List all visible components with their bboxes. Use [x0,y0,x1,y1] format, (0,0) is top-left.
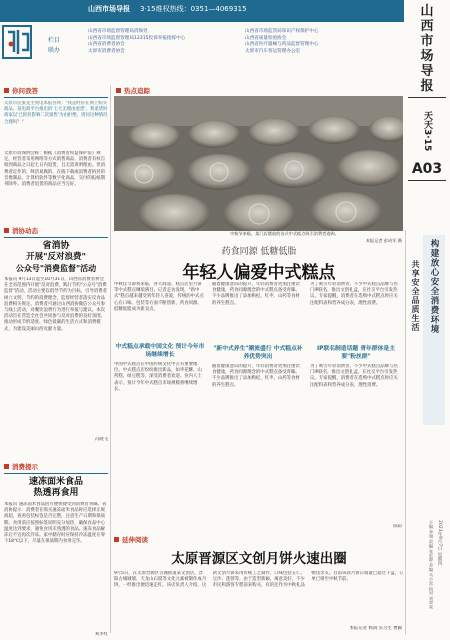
tips-section [4,462,108,638]
masthead-title-char: 市 [420,34,434,49]
date-footer: 2023年9月7日 星期四 [437,520,442,566]
main-body-col2b: 随着健康意识的提升，年轻消费者更加注重饮食健康，药食同源理念的中式糕点备受青睐。不少品牌推出了添加枸杞、红枣、山药等食材的养生糕点。 [212,364,300,388]
masthead-title-char: 山 [420,4,434,19]
sponsor-item: 山西省市场监督管理局消保处 [88,29,148,34]
tip-headline-line1: 速冻面米食品 [28,477,83,487]
sponsor-item: 太原市消费者协会 [88,48,125,54]
main-col-1 [114,282,206,540]
main-body-col2a: 随着健康意识的提升，年轻消费者更加注重饮食健康，药食同源理念的中式糕点备受青睐。不少品牌推出了添加枸杞、红枣、山药等食材的养生糕点。 [212,282,300,306]
bottom-author: 本报记者 杨润 实习生 曹颖 [349,626,402,631]
bottom-headline: 太原晋源区文创月饼火速出圈 [171,551,347,567]
main-headline: 年轻人偏爱中式糕点 [182,263,336,283]
paper-name: 山西市场导报 [88,5,130,13]
tagline-box [423,235,445,425]
editor-footer: 主编 李旭 责编 张宏源 美编 马小雷 校对 刘荣荣 [429,520,434,609]
masthead-title-char: 场 [420,49,434,64]
section-label: 延伸阅读 [114,535,404,544]
section-label: 消协动态 [4,226,108,235]
main-author: 陈彩 [393,524,402,529]
dynamics-section [4,226,108,443]
main-body-col3b: 为了吸引年轻消费者，不少中式糕点品牌与热门IP联名，推出文创礼盒，在社交平台引发热议。专家提醒，消费者在选购中式糕点时应关注配料表和营养成分表，理性消费。 [310,364,398,388]
main-subhead-3: IP联名制造话题 青年群体是主要"粉丝群" [317,346,395,360]
masthead [406,4,448,184]
main-col-3 [310,282,402,530]
masthead-title-char: 导 [420,64,434,79]
tiantian-label: 天天3·15 [422,110,432,152]
sponsor-item: 山西省质量检验协会 [245,35,287,41]
mooncake-photo [114,96,403,231]
main-kicker: 药食同源 低糖低脂 [221,247,297,257]
section-label: 热点追踪 [116,86,236,95]
tip-story-author: 刘李红 [94,632,108,637]
sponsor-item: 山西省医疗器械与药品监督管理中心 [245,42,319,47]
tagline: 构建放心安全消费环境 [429,239,439,334]
main-headline-block [114,244,404,283]
hot-track-label-wrap [116,86,236,95]
qa-question: 太原市民张先生致电本报咨询："我是经常在网上购买商品，某电商平台推出的'七天无理由退货'，我退货时商家以'已拆封影响二次销售'为由拒绝，请问这种情况合理吗？" [4,101,108,125]
qa-section [4,86,108,243]
column-divider [110,85,111,633]
sponsor-item: 山西省市场监督管理局12315投诉举报指挥中心 [88,35,186,41]
section-label: 你问我答 [4,86,108,95]
masthead-title-char: 报 [420,79,434,94]
extended-section [114,535,404,639]
main-body-col3a: 为了吸引年轻消费者，不少中式糕点品牌与热门IP联名，推出文创礼盒，在社交平台引发热议。专家提醒，消费者在选购中式糕点时应关注配料表和营养成分表，理性消费。 [310,282,398,306]
main-subhead-2: "新中式养生"潮流盛行 中式糕点补养优势突出 [213,346,303,360]
column-divider [405,230,406,635]
left-headline-line1: 省消协 [42,241,70,251]
photo-caption: 中秋节来临，某门店摆放的各式中式糕点吸引消费者选购。 [230,231,339,236]
page-number: A03 [411,161,443,177]
hotline-info: 3·15维权热线：0351—4069315 [140,5,247,13]
main-body-col1b: 中国中式糕点在中国传统文化中占有重要地位。中式糕点店纷纷推出新品，如枣花酥、山药糕、绿豆糕等，深受消费者欢迎。业内人士表示，预计今年中式糕点市场规模将继续增长。 [114,362,202,392]
sponsor-list-left [88,29,238,55]
left-headline-line3: 公众号"消费监督"活动 [15,263,97,273]
left-story-body: 本报讯 9月13日起至10月31日，山西省消费者协会在全省范围内开展"反对浪费，践行节约"公众号"消费监督"活动。活动主要以倡导节约为目标，引导消费者树立文明、节约的消费理念，监督经营者落实反食品浪费相关规定。消费者可通过山西消协微信公众号参与线上活动，对餐饮浪费行为进行举报与建议。本次活动旨在营造全社会共同参与反对浪费的良好氛围，推动形成节约适度、绿色低碳的生活方式和消费模式，为建设美丽山西贡献力量。 [4,277,108,332]
left-headline-line2: 开展"反对浪费" [26,252,86,262]
main-body-intro: 中秋佳节即将来临，各大商超、糕点店里月饼等中式糕点琳琅满目。记者走访发现，"新中式"糕点越来越受到年轻人喜爱，传统的中式点心在口味、包装等方面不断创新，药食同源、低糖低脂成为新卖点。 [114,282,204,312]
sponsor-list-right [245,29,400,55]
sponsor-item: 山西省市场监管局知识产权保护中心 [245,29,319,34]
left-story-author: 冯晓飞 [94,437,108,442]
photo-credit: 本报记者 彭成军 摄 [365,238,402,243]
bottom-story-body: 9月5日，在太原晋源区古城街道某文创店，晋阳古城城墙、天龙山石窟等文化元素被制作成月饼，一经推出便迅速走红。该店负责人介绍，这款文创月饼采用传统工艺制作，口味包括五仁、豆沙、莲蓉等。由于造型新颖、寓意美好，不少市民和游客专程前来购买，有的还作为中秋礼品赠送亲友。目前该款月饼日销量已超过千盒，订单已排至中秋节前。 [114,571,404,589]
section-tag: 栏目联办 [48,37,61,54]
sponsor-item: 山西省消费者协会 [88,42,125,47]
tip-headline-line2: 热透再食用 [33,488,79,498]
main-col-2 [212,282,304,542]
header-bar [0,0,404,22]
column-logo [0,22,34,62]
main-subhead-1: 中式糕点承载中国文化 预计今年市场继续增长 [115,344,205,358]
vertical-motto: 共享安全品质生活 [411,260,420,332]
tip-story-body: 本报讯 速冻面米食品因方便快捷受到消费者青睐。省消协提示：消费者在购买速冻面米食品时应选择正规商超，查看包装标签是否完整，注意生产日期和保质期。食用前应按照标签说明充分加热，确保食品中心温度达到要求，避免食用未熟透的食品。速冻食品解冻后不宜再次冷冻。家中储存时应保持冷冻温度在零下18℃以下，尽量在保质期内食用完毕。 [4,502,107,545]
section-label: 消费提示 [4,462,108,471]
masthead-title-char: 西 [420,19,434,34]
sponsor-item: 太原市汽车客运管理办公室 [245,48,301,54]
qa-answer: 太原市消保协会称：根据《消费者权益保护法》规定，经营者采用网络等方式销售商品，消费者有权自收到商品之日起七日内退货，且无需说明理由。但消费者定作的、鲜活易腐的、在线下载或消费者拆封的音像制品、计算机软件等数字化商品，交付的报纸期刊除外。消费者退货的商品应当完好。 [4,151,105,188]
